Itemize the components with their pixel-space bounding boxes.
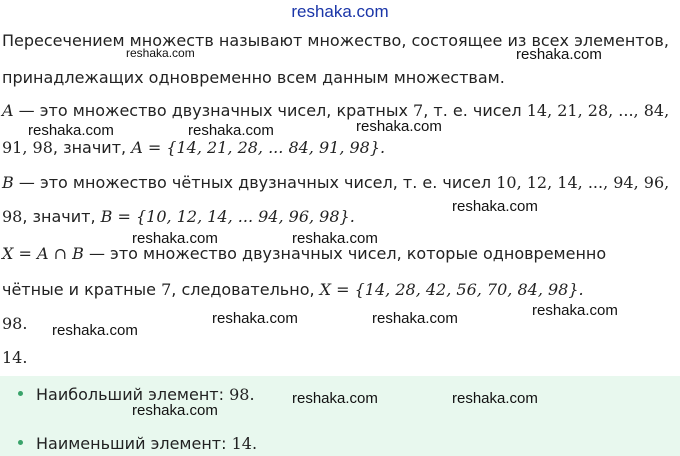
set-b-equation: B = {10, 12, 14, ... 94, 96, 98}. (100, 207, 355, 226)
watermark: reshaka.com (292, 230, 378, 247)
value-98-line: 98. (2, 314, 28, 333)
set-a-list: 14, 21, 28, ..., 84, (526, 101, 670, 120)
watermark: reshaka.com (212, 310, 298, 327)
watermark: reshaka.com (188, 122, 274, 139)
set-b-list: 10, 12, 14, ..., 94, 96, (496, 173, 670, 192)
watermark: reshaka.com (532, 302, 618, 319)
result-max-value: 98. (229, 385, 255, 404)
set-x-line-2 (2, 279, 676, 301)
set-a-te: , т. е. чисел (423, 101, 527, 120)
set-a-variable: A (2, 101, 14, 120)
result-min-value: 14. (231, 434, 258, 453)
site-watermark-header: reshaka.com (291, 2, 389, 21)
watermark: reshaka.com (126, 46, 195, 60)
watermark: reshaka.com (452, 390, 538, 407)
set-b-description: — это множество чётных двузначных чисел, т. е. чисел (13, 173, 497, 192)
set-a-divisor: 7 (413, 101, 424, 120)
set-b-list-end: 98 (2, 207, 23, 226)
watermark: reshaka.com (516, 46, 602, 63)
bullet-icon (18, 440, 23, 445)
watermark: reshaka.com (52, 322, 138, 339)
result-min-label: Наименьший элемент: (36, 434, 232, 453)
set-x-equation: X = A ∩ B (2, 244, 84, 263)
watermark: reshaka.com (132, 230, 218, 247)
set-x-divisor: 7 (161, 280, 172, 299)
watermark: reshaka.com (372, 310, 458, 327)
watermark: reshaka.com (452, 198, 538, 215)
result-max-label: Наибольший элемент: (36, 385, 230, 404)
bullet-icon (18, 391, 23, 396)
set-b-line-2 (2, 206, 676, 228)
set-x-sledovatelno: , следовательно, (171, 280, 320, 299)
watermark: reshaka.com (356, 118, 442, 135)
watermark: reshaka.com (132, 402, 218, 419)
set-b-line-1 (2, 172, 676, 194)
watermark: reshaka.com (28, 122, 114, 139)
set-b-znachit: , значит, (22, 207, 101, 226)
set-a-line-1 (2, 100, 676, 122)
result-min (18, 433, 257, 455)
watermark: reshaka.com (292, 390, 378, 407)
set-x-text: чётные и кратные (2, 280, 162, 299)
set-a-equation: A = {14, 21, 28, ... 84, 91, 98}. (131, 138, 386, 157)
set-a-description: — это множество двузначных чисел, кратных (13, 101, 414, 120)
definition-line-1: Пересечением множеств называют множество, состоящее из всех элементов, (2, 31, 669, 50)
value-14-line: 14. (2, 348, 28, 367)
set-x-description: — это множество двузначных чисел, которые одновременно (83, 244, 607, 263)
set-b-variable: B (2, 173, 14, 192)
set-a-znachit: , значит, (52, 138, 132, 157)
definition-line-2: принадлежащих одновременно всем данным множествам. (2, 68, 505, 87)
set-a-line-2 (2, 137, 676, 159)
set-a-list-end: 91, 98 (2, 138, 53, 157)
set-x-result: X = {14, 28, 42, 56, 70, 84, 98}. (319, 280, 584, 299)
